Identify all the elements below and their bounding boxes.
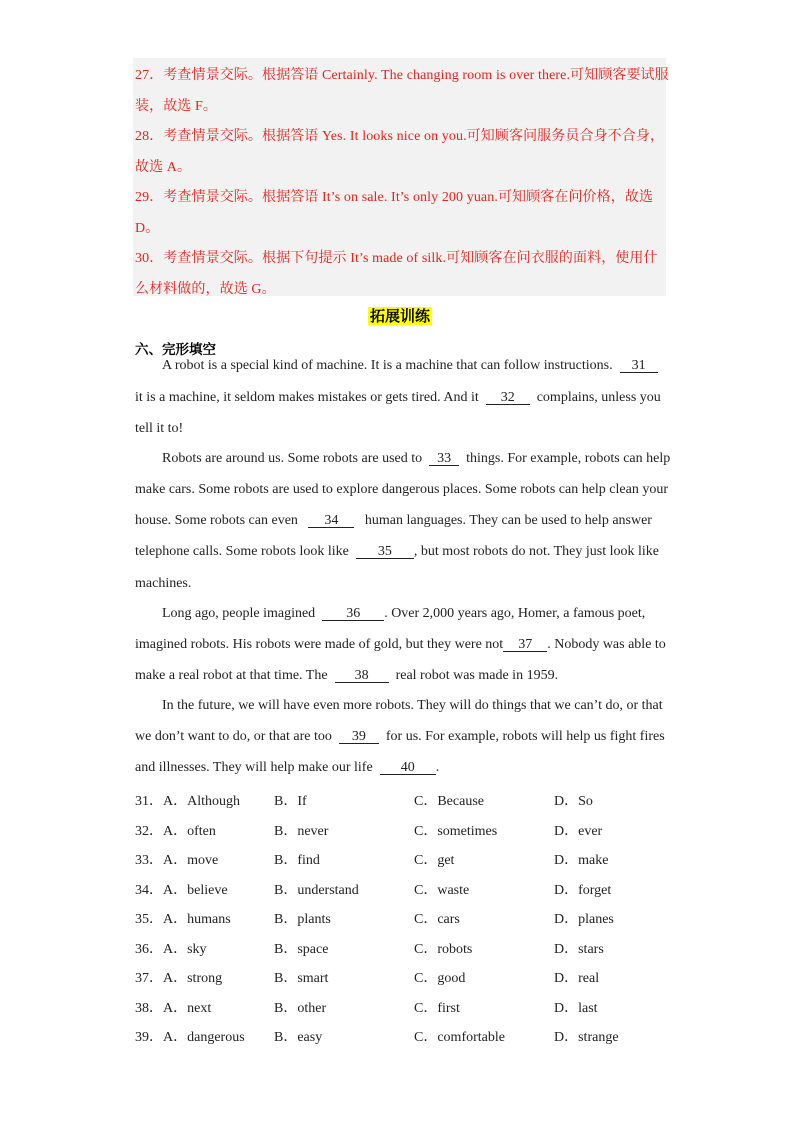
blank-34[interactable]: 34 xyxy=(308,514,354,528)
option-d[interactable]: D．forget xyxy=(554,883,612,898)
answer-line: 27．考查情景交际。根据答语 Certainly. The changing room is over there.可知顾客要试服 xyxy=(135,68,669,83)
passage-line: house. Some robots can even 34 human languages. They can be used to help answer xyxy=(135,513,652,528)
question-number: 31． xyxy=(135,794,163,809)
option-b[interactable]: B．understand xyxy=(274,883,359,898)
option-a[interactable]: A．dangerous xyxy=(163,1030,245,1045)
section-heading: 六、完形填空 xyxy=(135,342,216,358)
option-d[interactable]: D．make xyxy=(554,853,609,868)
answer-line: 30．考查情景交际。根据下句提示 It’s made of silk.可知顾客在问衣服的面料，使用什 xyxy=(135,251,658,266)
option-b[interactable]: B．easy xyxy=(274,1030,323,1045)
option-c[interactable]: C．comfortable xyxy=(414,1030,505,1045)
option-c[interactable]: C．sometimes xyxy=(414,824,498,839)
question-number: 34． xyxy=(135,883,163,898)
passage-line: make a real robot at that time. The 38 real robot was made in 1959. xyxy=(135,668,559,683)
option-a[interactable]: A．move xyxy=(163,853,219,868)
blank-31[interactable]: 31 xyxy=(620,359,658,373)
option-c[interactable]: C．cars xyxy=(414,912,460,927)
question-number: 32． xyxy=(135,824,163,839)
passage-line: we don’t want to do, or that are too 39 for us. For example, robots will help us fight fires xyxy=(135,729,665,744)
blank-40[interactable]: 40 xyxy=(380,761,436,775)
option-b[interactable]: B．space xyxy=(274,942,329,957)
option-b[interactable]: B．find xyxy=(274,853,320,868)
blank-37[interactable]: 37 xyxy=(503,638,547,652)
option-b[interactable]: B．smart xyxy=(274,971,329,986)
blank-38[interactable]: 38 xyxy=(335,669,389,683)
question-number: 36． xyxy=(135,942,163,957)
option-a[interactable]: A．strong xyxy=(163,971,223,986)
option-a[interactable]: A．sky xyxy=(163,942,207,957)
blank-39[interactable]: 39 xyxy=(339,730,379,744)
option-b[interactable]: B．If xyxy=(274,794,307,809)
passage-line: and illnesses. They will help make our life 40 . xyxy=(135,760,440,775)
section-title: 拓展训练 xyxy=(369,307,430,325)
passage-line: make cars. Some robots are used to explore dangerous places. Some robots can help clean your xyxy=(135,482,668,497)
passage-line: In the future, we will have even more robots. They will do things that we can’t do, or that xyxy=(162,698,663,713)
passage-line: Robots are around us. Some robots are used to 33 things. For example, robots can help xyxy=(162,451,671,466)
passage-line: tell it to! xyxy=(135,421,184,436)
question-number: 39． xyxy=(135,1030,163,1045)
option-a[interactable]: A．believe xyxy=(163,883,228,898)
option-c[interactable]: C．good xyxy=(414,971,466,986)
option-d[interactable]: D．So xyxy=(554,794,593,809)
option-a[interactable]: A．humans xyxy=(163,912,231,927)
answer-line: 么材料做的，故选 G。 xyxy=(135,282,276,297)
passage-line: machines. xyxy=(135,576,192,591)
option-c[interactable]: C．Because xyxy=(414,794,484,809)
passage-line: Long ago, people imagined 36 . Over 2,000 years ago, Homer, a famous poet, xyxy=(162,606,646,621)
option-d[interactable]: D．real xyxy=(554,971,600,986)
option-d[interactable]: D．planes xyxy=(554,912,614,927)
answer-line: 装，故选 F。 xyxy=(135,99,217,114)
option-b[interactable]: B．never xyxy=(274,824,329,839)
question-number: 37． xyxy=(135,971,163,986)
answer-line: 故选 A。 xyxy=(135,160,192,175)
option-c[interactable]: C．get xyxy=(414,853,455,868)
option-d[interactable]: D．strange xyxy=(554,1030,619,1045)
option-a[interactable]: A．Although xyxy=(163,794,240,809)
passage-line: imagined robots. His robots were made of gold, but they were not 37 . Nobody was able to xyxy=(135,637,666,652)
passage-line: A robot is a special kind of machine. It is a machine that can follow instructions. 31 xyxy=(162,358,658,374)
blank-36[interactable]: 36 xyxy=(322,607,384,621)
option-d[interactable]: D．ever xyxy=(554,824,603,839)
option-a[interactable]: A．next xyxy=(163,1001,212,1016)
answer-line: D。 xyxy=(135,221,160,236)
answer-line: 29．考查情景交际。根据答语 It’s on sale. It’s only 200 yuan.可知顾客在问价格，故选 xyxy=(135,190,654,205)
option-c[interactable]: C．waste xyxy=(414,883,470,898)
blank-33[interactable]: 33 xyxy=(429,452,459,466)
option-b[interactable]: B．plants xyxy=(274,912,331,927)
blank-35[interactable]: 35 xyxy=(356,545,414,559)
option-d[interactable]: D．last xyxy=(554,1001,598,1016)
option-a[interactable]: A．often xyxy=(163,824,216,839)
option-b[interactable]: B．other xyxy=(274,1001,327,1016)
option-c[interactable]: C．robots xyxy=(414,942,473,957)
option-d[interactable]: D．stars xyxy=(554,942,604,957)
passage-line: telephone calls. Some robots look like 35 , but most robots do not. They just look like xyxy=(135,544,659,559)
option-c[interactable]: C．first xyxy=(414,1001,460,1016)
question-number: 38． xyxy=(135,1001,163,1016)
blank-32[interactable]: 32 xyxy=(486,391,530,405)
question-number: 35． xyxy=(135,912,163,927)
answer-line: 28．考查情景交际。根据答语 Yes. It looks nice on you.可知顾客问服务员合身不合身， xyxy=(135,129,665,144)
passage-line: it is a machine, it seldom makes mistakes or gets tired. And it 32 complains, unless you xyxy=(135,390,661,405)
question-number: 33． xyxy=(135,853,163,868)
